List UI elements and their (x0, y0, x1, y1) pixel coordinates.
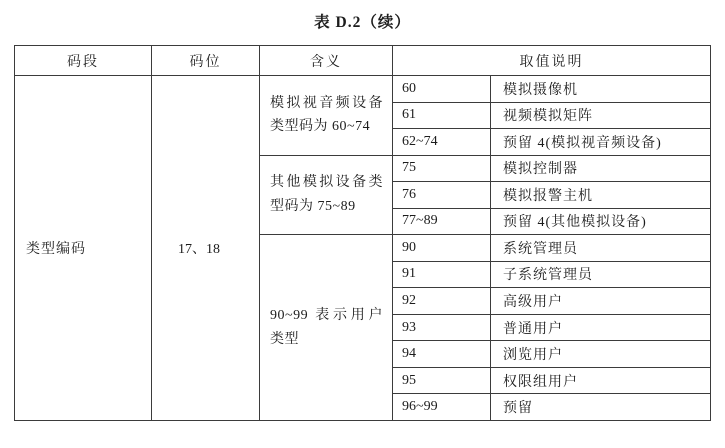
meaning-cell: 其他模拟设备类型码为 75~89 (260, 155, 393, 235)
code-definition-table (14, 45, 711, 421)
header-code-segment: 码段 (15, 46, 152, 76)
value-code-cell: 90 (393, 235, 491, 262)
value-desc-cell: 浏览用户 (491, 341, 711, 368)
code-position-cell: 17、18 (152, 76, 260, 421)
meaning-cell: 模拟视音频设备类型码为 60~74 (260, 76, 393, 156)
header-value-description: 取值说明 (393, 46, 711, 76)
value-code-cell: 95 (393, 367, 491, 394)
value-desc-cell: 预留 4(其他模拟设备) (491, 208, 711, 235)
value-code-cell: 96~99 (393, 394, 491, 421)
value-desc-cell: 子系统管理员 (491, 261, 711, 288)
value-code-cell: 75 (393, 155, 491, 182)
table-title: 表 D.2（续） (314, 14, 411, 31)
value-code-cell: 76 (393, 182, 491, 209)
value-desc-cell: 模拟报警主机 (491, 182, 711, 209)
value-desc-cell: 模拟摄像机 (491, 76, 711, 103)
value-code-cell: 94 (393, 341, 491, 368)
header-meaning: 含义 (260, 46, 393, 76)
value-desc-cell: 高级用户 (491, 288, 711, 315)
value-desc-cell: 权限组用户 (491, 367, 711, 394)
value-code-cell: 60 (393, 76, 491, 103)
value-code-cell: 92 (393, 288, 491, 315)
value-code-cell: 93 (393, 314, 491, 341)
value-code-cell: 62~74 (393, 129, 491, 156)
value-code-cell: 77~89 (393, 208, 491, 235)
value-desc-cell: 系统管理员 (491, 235, 711, 262)
value-desc-cell: 预留 (491, 394, 711, 421)
header-code-position: 码位 (152, 46, 260, 76)
value-desc-cell: 视频模拟矩阵 (491, 102, 711, 129)
table-row (15, 76, 711, 103)
value-code-cell: 91 (393, 261, 491, 288)
meaning-cell: 90~99 表示用户类型 (260, 235, 393, 421)
value-desc-cell: 模拟控制器 (491, 155, 711, 182)
value-desc-cell: 预留 4(模拟视音频设备) (491, 129, 711, 156)
value-desc-cell: 普通用户 (491, 314, 711, 341)
value-code-cell: 61 (393, 102, 491, 129)
code-segment-cell: 类型编码 (15, 76, 152, 421)
table-header-row (15, 46, 711, 76)
